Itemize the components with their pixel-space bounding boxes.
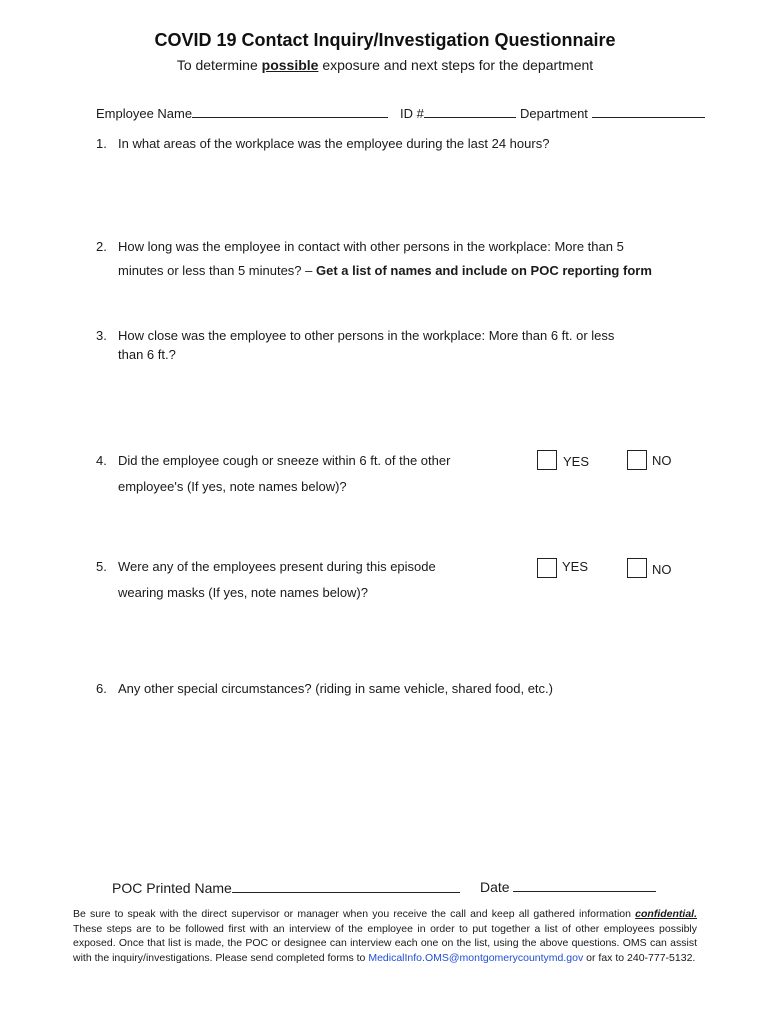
id-label: ID # (400, 106, 424, 121)
question-text: In what areas of the workplace was the employee during the last 24 hours? (118, 136, 550, 151)
footer-text-1: Be sure to speak with the direct supervisor or manager when you receive the call and keep all gathered information (73, 908, 636, 920)
q4-yes-checkbox[interactable] (537, 450, 557, 470)
q4-no-label: NO (652, 453, 672, 468)
question-text: Were any of the employees present during this episode (118, 559, 436, 574)
question-text: How long was the employee in contact with other persons in the workplace: More than 5 (118, 239, 624, 254)
q5-yes-checkbox[interactable] (537, 558, 557, 578)
employee-name-line[interactable] (192, 104, 388, 118)
question-1 (96, 136, 549, 151)
q5-no-label: NO (652, 562, 672, 577)
poc-printed-name-label: POC Printed Name (112, 880, 232, 896)
employee-name-label: Employee Name (96, 106, 193, 121)
footer-confidential: confidential. (635, 908, 697, 920)
id-field (400, 104, 516, 121)
question-text: Any other special circumstances? (riding in same vehicle, shared food, etc.) (118, 681, 553, 696)
question-number: 1. (96, 136, 107, 151)
footer-text-2: These steps are to be followed first with an interview of the employee in order to put together a list of other employees possibly exposed. Once that list is made, the POC or designee can interview each one on the list, using the above questions. OMS can assist with the inquiry/investigations. Please send completed forms to (73, 922, 697, 964)
poc-printed-name-line[interactable] (232, 878, 460, 893)
department-line[interactable] (592, 104, 705, 118)
department-label: Department (520, 106, 588, 121)
question-3 (96, 328, 614, 343)
question-number: 2. (96, 239, 107, 254)
question-4-line-2 (118, 479, 347, 494)
footer-text-3: or fax to 240-777-5132. (583, 951, 696, 964)
question-text-cont: than 6 ft.? (118, 347, 176, 362)
question-text-cont: employee's (If yes, note names below)? (118, 479, 347, 494)
id-line[interactable] (424, 104, 516, 118)
question-text: How close was the employee to other persons in the workplace: More than 6 ft. or less (118, 328, 615, 343)
question-2 (96, 239, 624, 254)
footer-instructions (73, 907, 697, 965)
department-field (520, 104, 705, 121)
footer-email-link[interactable]: MedicalInfo.OMS@montgomerycountymd.gov (368, 951, 584, 964)
q4-no-checkbox[interactable] (627, 450, 647, 470)
poc-printed-name-field (112, 878, 460, 896)
question-5-line-2 (118, 585, 368, 600)
question-3-line-2 (118, 347, 176, 362)
subtitle-before: To determine (176, 57, 262, 73)
date-label: Date (480, 879, 510, 895)
employee-name-field (96, 104, 388, 121)
subtitle-after: exposure and next steps for the department (318, 57, 594, 73)
q4-yes-label: YES (563, 454, 590, 469)
question-number: 5. (96, 559, 107, 574)
question-number: 3. (96, 328, 107, 343)
question-4 (96, 453, 450, 468)
question-number: 4. (96, 453, 107, 468)
date-line[interactable] (513, 877, 656, 892)
question-text-cont: wearing masks (If yes, note names below)? (118, 585, 368, 600)
q5-no-checkbox[interactable] (627, 558, 647, 578)
question-instruction: Get a list of names and include on POC reporting form (316, 263, 652, 278)
q5-yes-label: YES (562, 559, 589, 574)
question-6 (96, 681, 553, 696)
question-number: 6. (96, 681, 107, 696)
question-text-cont: minutes or less than 5 minutes? – (118, 263, 316, 278)
question-text: Did the employee cough or sneeze within 6 ft. of the other (118, 453, 451, 468)
page-title: COVID 19 Contact Inquiry/Investigation Questionnaire (154, 30, 616, 50)
page-subtitle (0, 57, 770, 73)
question-2-line-2 (118, 263, 652, 278)
date-field (480, 877, 656, 895)
question-5 (96, 559, 436, 574)
subtitle-emphasis: possible (261, 57, 319, 73)
